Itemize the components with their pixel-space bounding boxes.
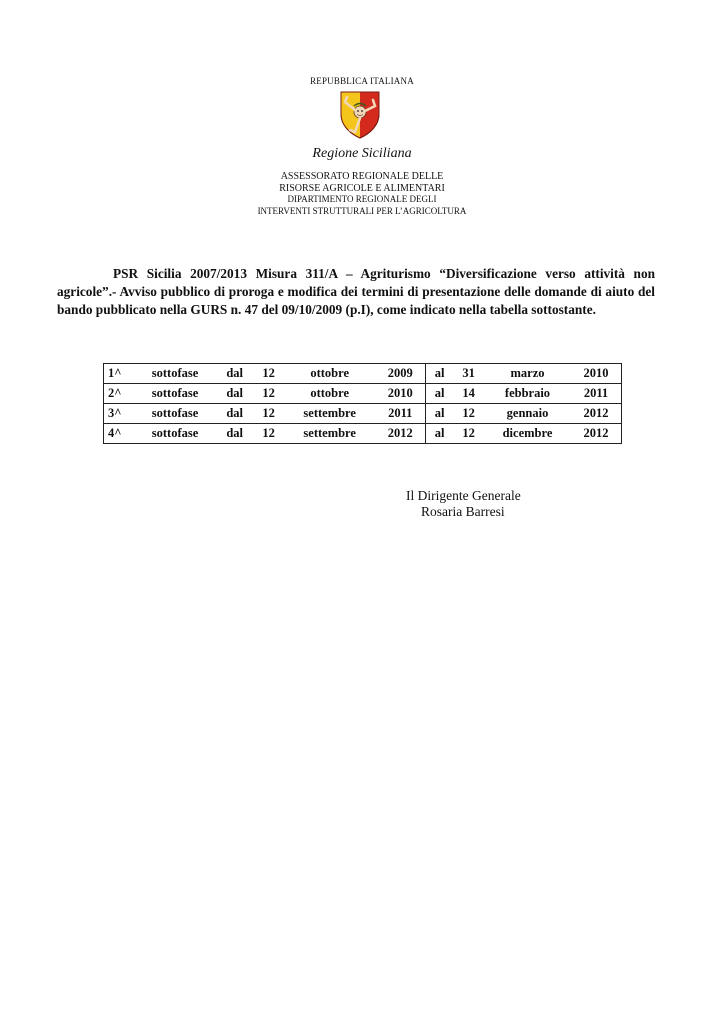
signature-title: Il Dirigente Generale xyxy=(406,488,521,503)
phases-table-body xyxy=(104,364,622,444)
table-cell-label: sottofase xyxy=(134,384,216,404)
table-cell-to-word: al xyxy=(426,404,453,424)
table-row xyxy=(104,424,622,444)
region-title: Regione Siciliana xyxy=(312,146,412,161)
phases-table xyxy=(103,363,622,444)
table-cell-ord: 2^ xyxy=(104,384,135,404)
signature-name: Rosaria Barresi xyxy=(421,504,505,519)
table-cell-to-day: 31 xyxy=(453,364,484,384)
signature-block xyxy=(406,488,606,520)
table-cell-to-word: al xyxy=(426,424,453,444)
table-cell-from-year: 2010 xyxy=(375,384,425,404)
republic-heading: REPUBBLICA ITALIANA xyxy=(310,76,414,86)
table-row xyxy=(104,384,622,404)
subject-paragraph xyxy=(57,265,655,319)
table-cell-from-day: 12 xyxy=(253,404,284,424)
table-cell-to-year: 2011 xyxy=(571,384,622,404)
table-cell-from-day: 12 xyxy=(253,424,284,444)
table-cell-from-year: 2011 xyxy=(375,404,425,424)
dept-line-4: INTERVENTI STRUTTURALI PER L’AGRICOLTURA xyxy=(257,205,467,216)
table-cell-to-word: al xyxy=(426,384,453,404)
table-cell-to-day: 12 xyxy=(453,424,484,444)
table-cell-label: sottofase xyxy=(134,364,216,384)
dept-line-3: DIPARTIMENTO REGIONALE DEGLI xyxy=(287,194,437,204)
table-cell-to-month: gennaio xyxy=(484,404,571,424)
table-cell-ord: 3^ xyxy=(104,404,135,424)
subject-text: PSR Sicilia 2007/2013 Misura 311/A – Agriturismo “Diversificazione verso attività non agricole”.- Avviso pubblico di proroga e modifica dei termini di presentazione delle domande di aiuto del bando pubblicato nella GURS n. 47 del 09/10/2009 (p.I), come indicato nella tabella sottostante. xyxy=(57,266,655,317)
table-cell-to-month: marzo xyxy=(484,364,571,384)
department-block xyxy=(0,171,724,217)
table-cell-label: sottofase xyxy=(134,404,216,424)
table-cell-ord: 4^ xyxy=(104,424,135,444)
table-cell-from-day: 12 xyxy=(253,384,284,404)
table-cell-to-year: 2012 xyxy=(571,424,622,444)
table-cell-to-month: dicembre xyxy=(484,424,571,444)
table-cell-from-year: 2012 xyxy=(375,424,425,444)
table-cell-label: sottofase xyxy=(134,424,216,444)
table-cell-from-year: 2009 xyxy=(375,364,425,384)
trinacria-emblem-icon xyxy=(335,90,385,140)
table-cell-from-month: ottobre xyxy=(284,384,375,404)
table-cell-to-month: febbraio xyxy=(484,384,571,404)
table-cell-from-word: dal xyxy=(216,384,253,404)
table-cell-from-month: settembre xyxy=(284,404,375,424)
table-cell-from-word: dal xyxy=(216,364,253,384)
table-row xyxy=(104,404,622,424)
table-cell-from-day: 12 xyxy=(253,364,284,384)
table-cell-to-day: 14 xyxy=(453,384,484,404)
table-cell-to-year: 2010 xyxy=(571,364,622,384)
table-cell-to-day: 12 xyxy=(453,404,484,424)
dept-line-1: ASSESSORATO REGIONALE DELLE xyxy=(280,171,444,182)
table-cell-from-word: dal xyxy=(216,424,253,444)
table-row xyxy=(104,364,622,384)
table-cell-ord: 1^ xyxy=(104,364,135,384)
table-cell-from-month: settembre xyxy=(284,424,375,444)
table-cell-from-month: ottobre xyxy=(284,364,375,384)
table-cell-to-word: al xyxy=(426,364,453,384)
table-cell-from-word: dal xyxy=(216,404,253,424)
table-cell-to-year: 2012 xyxy=(571,404,622,424)
dept-line-2: RISORSE AGRICOLE E ALIMENTARI xyxy=(279,182,445,194)
